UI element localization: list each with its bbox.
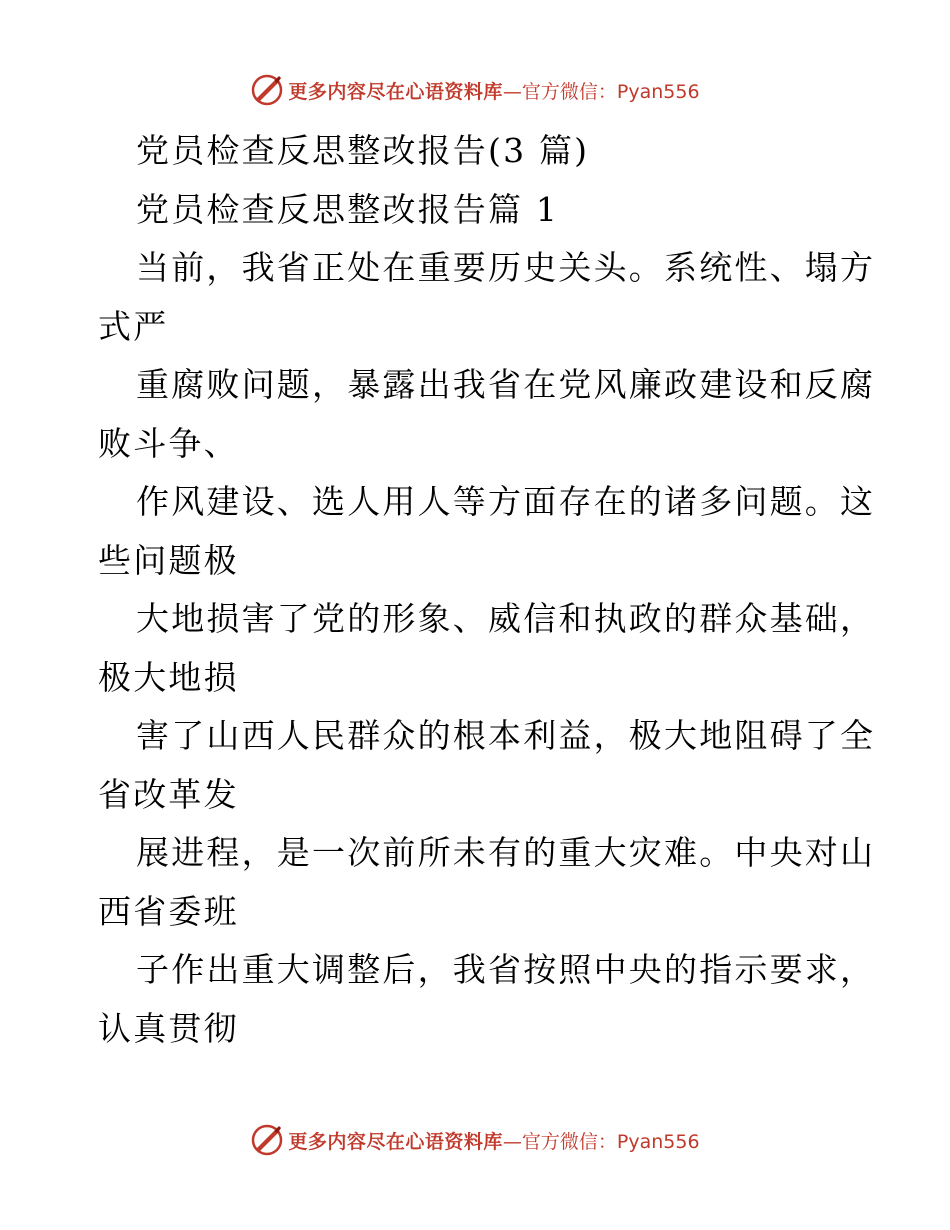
paragraph-line: 子作出重大调整后，我省按照中央的指示要求，: [136, 950, 876, 989]
paragraph-line: 些问题极: [98, 540, 239, 580]
paragraph-line: 省改革发: [98, 774, 239, 814]
paragraph-line: 认真贯彻: [98, 1008, 239, 1048]
banner-suffix: —官方微信：Pyan556: [502, 1130, 700, 1153]
document-body: [98, 122, 876, 1058]
quill-logo-icon: [250, 1123, 284, 1157]
document-title: 党员检查反思整改报告(3 篇): [136, 131, 590, 170]
footer-banner: [0, 1120, 950, 1160]
paragraph-line: 作风建设、选人用人等方面存在的诸多问题。这: [136, 482, 876, 521]
banner-suffix: —官方微信：Pyan556: [502, 80, 700, 103]
paragraph-line: 重腐败问题，暴露出我省在党风廉政建设和反腐: [136, 365, 876, 404]
paragraph-line: 当前，我省正处在重要历史关头。系统性、塌方: [136, 248, 876, 287]
quill-logo-icon: [250, 73, 284, 107]
section-heading: 党员检查反思整改报告篇 1: [136, 189, 560, 229]
paragraph-line: 展进程，是一次前所未有的重大灾难。中央对山: [136, 833, 876, 872]
banner-text: 更多内容尽在心语资料库: [288, 80, 503, 103]
header-banner: [0, 70, 950, 110]
paragraph-line: 极大地损: [98, 657, 239, 697]
paragraph-line: 式严: [98, 306, 169, 346]
paragraph-line: 大地损害了党的形象、威信和执政的群众基础，: [136, 599, 876, 638]
paragraph-line: 害了山西人民群众的根本利益，极大地阻碍了全: [136, 716, 876, 755]
paragraph-line: 败斗争、: [98, 423, 239, 463]
paragraph-line: 西省委班: [98, 891, 239, 931]
banner-text: 更多内容尽在心语资料库: [288, 1130, 503, 1153]
